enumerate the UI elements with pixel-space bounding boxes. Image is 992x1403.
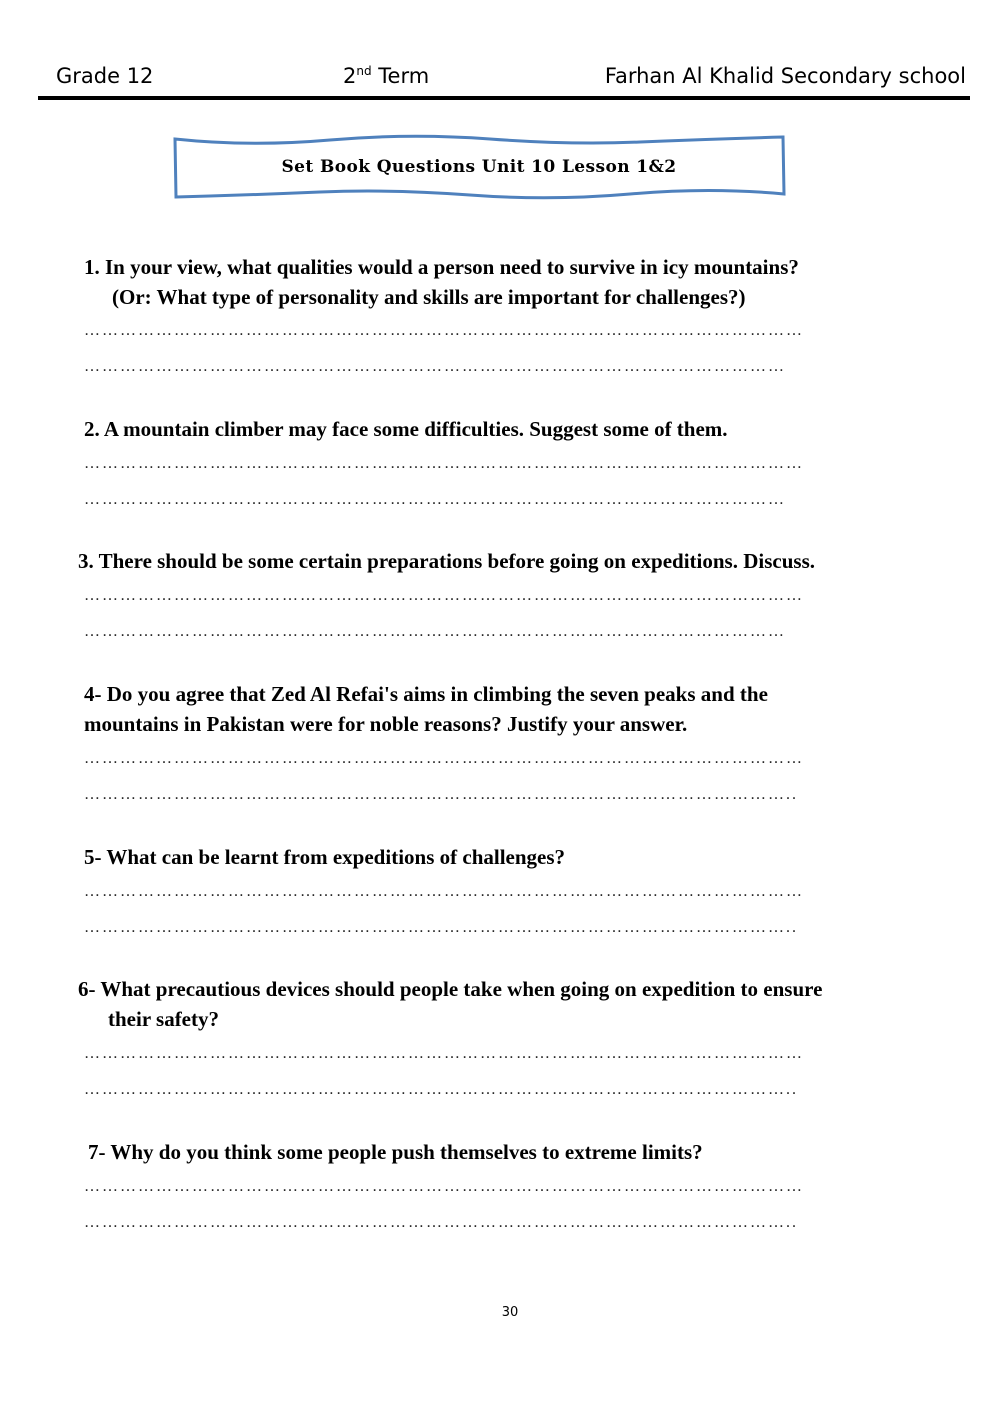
answer-line-2a[interactable]: ………………………………………………………………………………………………………… [84, 455, 804, 472]
answer-line-1b[interactable]: ……………………………………………………………………………………………………… [84, 358, 786, 375]
question-2-text: 2. A mountain climber may face some difficulties. Suggest some of them. [84, 417, 728, 441]
answer-line-4b[interactable]: ……………………………………………………………………………………………………….. [84, 786, 798, 803]
term-word: Term [371, 64, 430, 88]
question-1-text-line2: (Or: What type of personality and skills are important for challenges?) [112, 285, 746, 309]
answer-line-3a[interactable]: ………………………………………………………………………………………………………… [84, 587, 804, 604]
answer-line-6a[interactable]: ………………………………………………………………………………………………………… [84, 1045, 804, 1062]
answer-line-4a[interactable]: ………………………………………………………………………………………………………… [84, 750, 804, 767]
question-1-text: 1. In your view, what qualities would a person need to survive in icy mountains? [84, 255, 799, 279]
grade-label: Grade 12 [56, 64, 154, 88]
answer-line-3b[interactable]: ……………………………………………………………………………………………………… [84, 623, 786, 640]
page-header [40, 58, 970, 100]
answer-line-7a[interactable]: ………………………………………………………………………………………………………… [84, 1178, 804, 1195]
answer-line-7b[interactable]: ……………………………………………………………………………………………………….. [84, 1214, 798, 1231]
title-banner [170, 133, 788, 201]
answer-line-1a[interactable]: ………………………………………………………………………………………………………… [84, 322, 804, 339]
page-number: 30 [501, 1305, 519, 1320]
page-title: Set Book Questions Unit 10 Lesson 1&2 [281, 157, 677, 177]
answer-line-2b[interactable]: ……………………………………………………………………………………………………… [84, 491, 786, 508]
term-number: 2 [343, 64, 357, 88]
question-7-text: 7- Why do you think some people push themselves to extreme limits? [88, 1140, 703, 1164]
question-5-text: 5- What can be learnt from expeditions of challenges? [84, 845, 566, 869]
question-4-text: 4- Do you agree that Zed Al Refai's aims in climbing the seven peaks and the [84, 682, 768, 706]
question-3-text: 3. There should be some certain preparations before going on expeditions. Discuss. [78, 549, 815, 573]
school-name: Farhan Al Khalid Secondary school [604, 64, 966, 88]
answer-line-6b[interactable]: ……………………………………………………………………………………………………….. [84, 1081, 798, 1098]
question-6-text-line2: their safety? [108, 1007, 219, 1031]
question-4-text-line2: mountains in Pakistan were for noble reasons? Justify your answer. [84, 712, 688, 736]
question-6-text: 6- What precautious devices should people take when going on expedition to ensure [78, 977, 823, 1001]
header-divider [38, 96, 970, 100]
answer-line-5b[interactable]: ……………………………………………………………………………………………………….. [84, 919, 798, 936]
term-suffix: nd [356, 64, 372, 78]
term-label [343, 64, 429, 88]
answer-line-5a[interactable]: ………………………………………………………………………………………………………… [84, 883, 804, 900]
